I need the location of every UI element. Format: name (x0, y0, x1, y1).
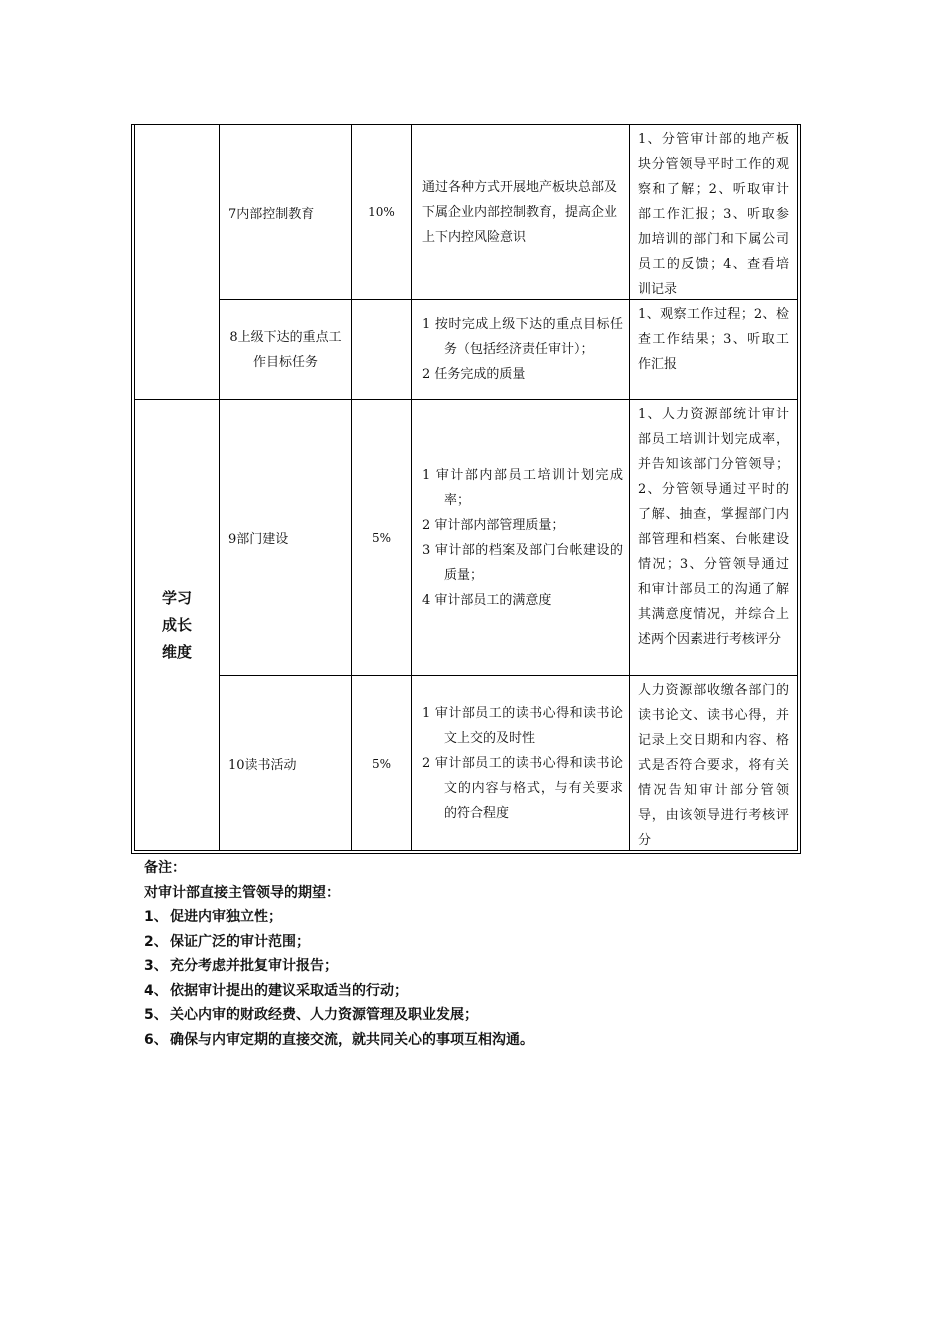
notes-item (144, 930, 534, 955)
standard-cell (412, 676, 629, 851)
standard-item: 1 审计部内部员工培训计划完成率； (422, 467, 623, 508)
notes-item-number: 1、 (144, 909, 168, 925)
standard-item: 1 按时完成上级下达的重点目标任务（包括经济责任审计）； (422, 317, 623, 357)
weight-cell (352, 300, 411, 399)
indicator-name: 7内部控制教育 (228, 206, 315, 222)
notes-item-number: 3、 (144, 958, 168, 974)
evaluation-method: 人力资源部收缴各部门的读书论文、读书心得，并记录上交日期和内容、格式是否符合要求，将有关情况告知审计部分管领导，由该领导进行考核评分 (638, 683, 789, 848)
notes-item-number: 5、 (144, 1007, 168, 1023)
indicator-name: 8上级下达的重点工作目标任务 (229, 329, 342, 370)
notes-item-number: 6、 (144, 1031, 168, 1048)
standard-text: 通过各种方式开展地产板块总部及下属企业内部控制教育，提高企业上下内控风险意识 (422, 179, 618, 245)
notes-item-text: 确保与内审定期的直接交流，就共同关心的事项互相沟通。 (170, 1031, 534, 1048)
standard-cell (412, 400, 629, 675)
evaluation-method: 1、人力资源部统计审计部员工培训计划完成率，并告知该部门分管领导；2、分管领导通过平时的了解、抽查，掌握部门内部管理和档案、台帐建设情况；3、分管领导通过和审计部员工的沟通了解其满意度情况，并综合上述两个因素进行考核评分 (638, 407, 789, 647)
notes-item-text: 保证广泛的审计范围； (170, 933, 310, 950)
notes-item-text: 关心内审的财政经费、人力资源管理及职业发展； (170, 1007, 478, 1023)
notes-item (144, 1003, 534, 1028)
evaluation-method: 1、分管审计部的地产板块分管领导平时工作的观察和了解；2、听取审计部工作汇报；3、听取参加培训的部门和下属公司员工的反馈；4、查看培训记录 (638, 132, 789, 297)
notes-item (144, 905, 534, 930)
dimension-label: 成长 (161, 616, 192, 634)
indicator-name: 9部门建设 (228, 532, 289, 547)
indicator-weight: 10% (368, 205, 395, 219)
weight-cell (352, 125, 411, 299)
dimension-label: 维度 (161, 643, 192, 661)
standard-item: 4 审计部员工的满意度 (422, 592, 552, 608)
notes-item (144, 979, 534, 1004)
notes-subtitle: 对审计部直接主管领导的期望： (144, 884, 340, 901)
method-cell (630, 676, 797, 851)
table-row (220, 400, 351, 675)
notes-section (144, 856, 534, 1052)
table-row (220, 125, 351, 299)
weight-cell (352, 400, 411, 675)
standard-item: 2 审计部内部管理质量； (422, 517, 565, 533)
standard-item: 2 任务完成的质量 (422, 367, 526, 382)
method-cell (630, 125, 797, 299)
standard-item: 1 审计部员工的读书心得和读书论文上交的及时性 (422, 706, 623, 746)
indicator-weight: 5% (371, 756, 392, 771)
notes-item-text: 促进内审独立性； (170, 909, 282, 925)
method-cell (630, 400, 797, 675)
dimension-cell (135, 400, 219, 851)
standard-item: 2 审计部员工的读书心得和读书论文的内容与格式，与有关要求的符合程度 (422, 756, 623, 821)
indicator-name: 10读书活动 (228, 758, 297, 773)
notes-item-number: 2、 (144, 933, 168, 950)
notes-item (144, 1028, 534, 1053)
notes-item-number: 4、 (144, 982, 168, 999)
notes-item-text: 充分考虑并批复审计报告； (170, 958, 338, 974)
table-row (220, 676, 351, 851)
dimension-label: 学习 (161, 589, 192, 607)
standard-cell (412, 300, 629, 399)
weight-cell (352, 676, 411, 851)
indicator-weight: 5% (371, 530, 392, 545)
notes-item (144, 954, 534, 979)
method-cell (630, 300, 797, 399)
notes-item-text: 依据审计提出的建议采取适当的行动； (170, 982, 408, 999)
evaluation-method: 1、观察工作过程；2、检查工作结果；3、听取工作汇报 (638, 307, 789, 372)
table-row (220, 300, 351, 399)
standard-item: 3 审计部的档案及部门台帐建设的质量； (422, 542, 623, 583)
notes-title: 备注： (144, 860, 186, 876)
standard-cell (412, 125, 629, 299)
